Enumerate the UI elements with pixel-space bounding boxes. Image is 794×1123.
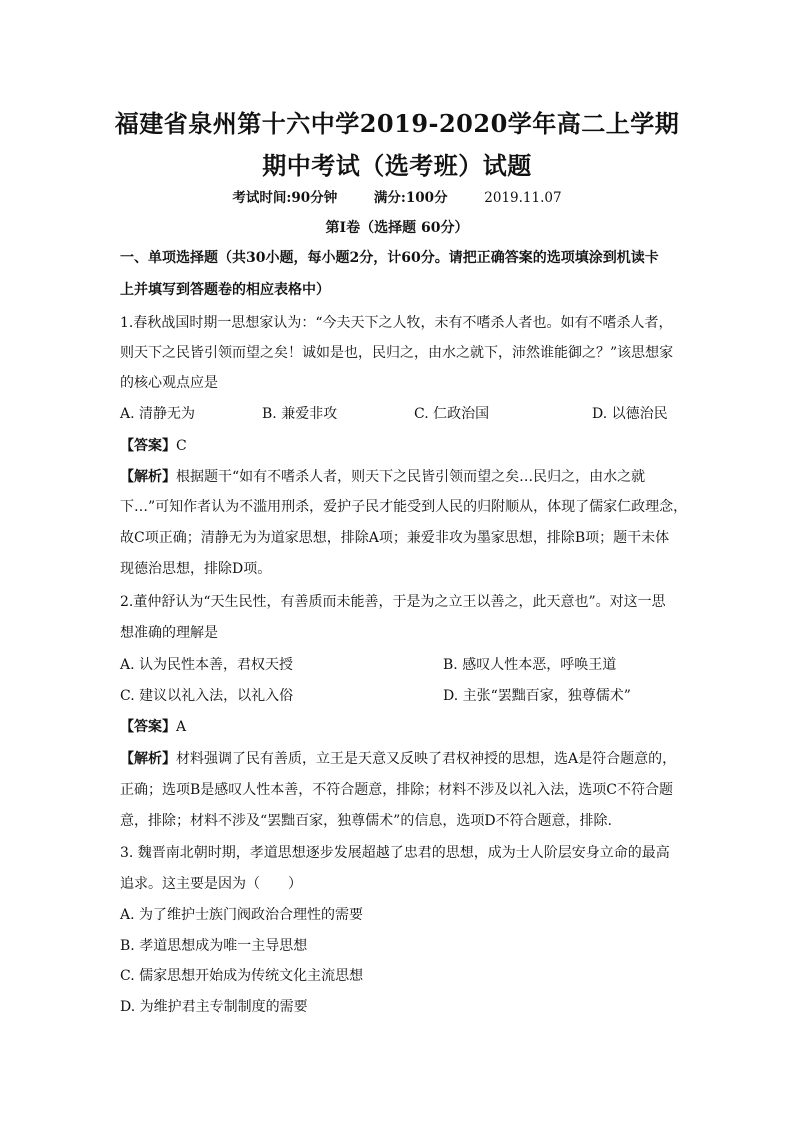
q1-stem-line2: 则天下之民皆引领而望之矣！诚如是也，民归之，由水之就下，沛然谁能御之？”该思想家 xyxy=(120,345,674,361)
section-instruction-line2: 上并填写到答题卷的相应表格中） xyxy=(120,282,330,298)
q3-stem-line2: 追求。这主要是因为（ ） xyxy=(120,876,302,892)
part-title: 第Ⅰ卷（选择题 60分） xyxy=(325,220,469,236)
q2-analysis-line1 xyxy=(120,749,676,769)
q2-stem-line1: 2.董仲舒认为“天生民性，有善质而未能善，于是为之立王以善之，此天意也”。对这一思 xyxy=(120,594,666,610)
q1-option-a: A. 清静无为 xyxy=(120,406,196,422)
exam-date: 2019.11.07 xyxy=(484,190,562,206)
q3-option-a: A. 为了维护士族门阀政治合理性的需要 xyxy=(120,907,364,923)
q2-stem-line2: 想准确的理解是 xyxy=(120,625,218,641)
q1-analysis-line1 xyxy=(120,467,645,487)
full-score: 满分:100分 xyxy=(373,190,448,206)
q2-analysis-label: 【解析】 xyxy=(120,751,176,767)
q1-analysis-line3: 故C项正确；清静无为为道家思想，排除A项；兼爱非攻为墨家思想，排除B项；题干未体 xyxy=(120,530,670,546)
q1-stem-line1: 1.春秋战国时期一思想家认为：“今夫天下之人牧，未有不嗜杀人者也。如有不嗜杀人者， xyxy=(120,315,673,331)
q2-answer-value: A xyxy=(176,719,187,735)
q3-option-b: B. 孝道思想成为唯一主导思想 xyxy=(120,938,308,954)
exam-title-line1: 福建省泉州第十六中学2019-2020学年高二上学期 xyxy=(114,109,680,138)
q1-answer xyxy=(120,436,187,456)
q2-option-a: A. 认为民性本善，君权天授 xyxy=(120,657,294,673)
exam-meta xyxy=(0,186,794,206)
q3-option-d: D. 为维护君主专制制度的需要 xyxy=(120,999,308,1015)
q2-option-d: D. 主张“罢黜百家，独尊儒术” xyxy=(443,688,631,704)
q1-stem-line3: 的核心观点应是 xyxy=(120,375,218,391)
q2-option-b: B. 感叹人性本恶，呼唤王道 xyxy=(443,657,617,673)
q1-answer-label: 【答案】 xyxy=(120,438,176,454)
q2-option-c: C. 建议以礼入法，以礼入俗 xyxy=(120,688,294,704)
q1-option-c: C. 仁政治国 xyxy=(414,406,490,422)
q1-analysis-line4: 现德治思想，排除D项。 xyxy=(120,561,272,577)
q1-analysis-line2: 下…”可知作者认为不滥用刑杀，爱护子民才能受到人民的归附顺从，体现了儒家仁政理念， xyxy=(120,499,688,515)
q2-analysis-line3: 意，排除；材料不涉及“罢黜百家，独尊儒术”的信息，选项D不符合题意，排除. xyxy=(120,813,612,829)
q1-option-d: D. 以德治民 xyxy=(592,406,668,422)
exam-time: 考试时间:90分钟 xyxy=(232,190,338,206)
q1-option-b: B. 兼爱非攻 xyxy=(262,406,338,422)
q3-stem-line1: 3. 魏晋南北朝时期，孝道思想逐步发展超越了忠君的思想，成为士人阶层安身立命的最高 xyxy=(120,845,670,861)
q2-answer-label: 【答案】 xyxy=(120,719,176,735)
q3-option-c: C. 儒家思想开始成为传统文化主流思想 xyxy=(120,968,364,984)
exam-title-line2: 期中考试（选考班）试题 xyxy=(262,151,532,180)
q1-analysis-label: 【解析】 xyxy=(120,469,176,485)
q2-analysis-line2: 正确；选项B是感叹人性本善，不符合题意，排除；材料不涉及以礼入法，选项C不符合题 xyxy=(120,782,673,798)
q2-answer xyxy=(120,717,186,737)
section-instruction-line1: 一、单项选择题（共30小题，每小题2分，计60分。请把正确答案的选项填涂到机读卡 xyxy=(120,250,659,266)
q2-analysis-text1: 材料强调了民有善质，立王是天意又反映了君权神授的思想，选A是符合题意的， xyxy=(176,751,677,767)
q1-analysis-text1: 根据题干“如有不嗜杀人者，则天下之民皆引领而望之矣…民归之，由水之就 xyxy=(176,469,646,485)
q1-answer-value: C xyxy=(176,438,187,454)
